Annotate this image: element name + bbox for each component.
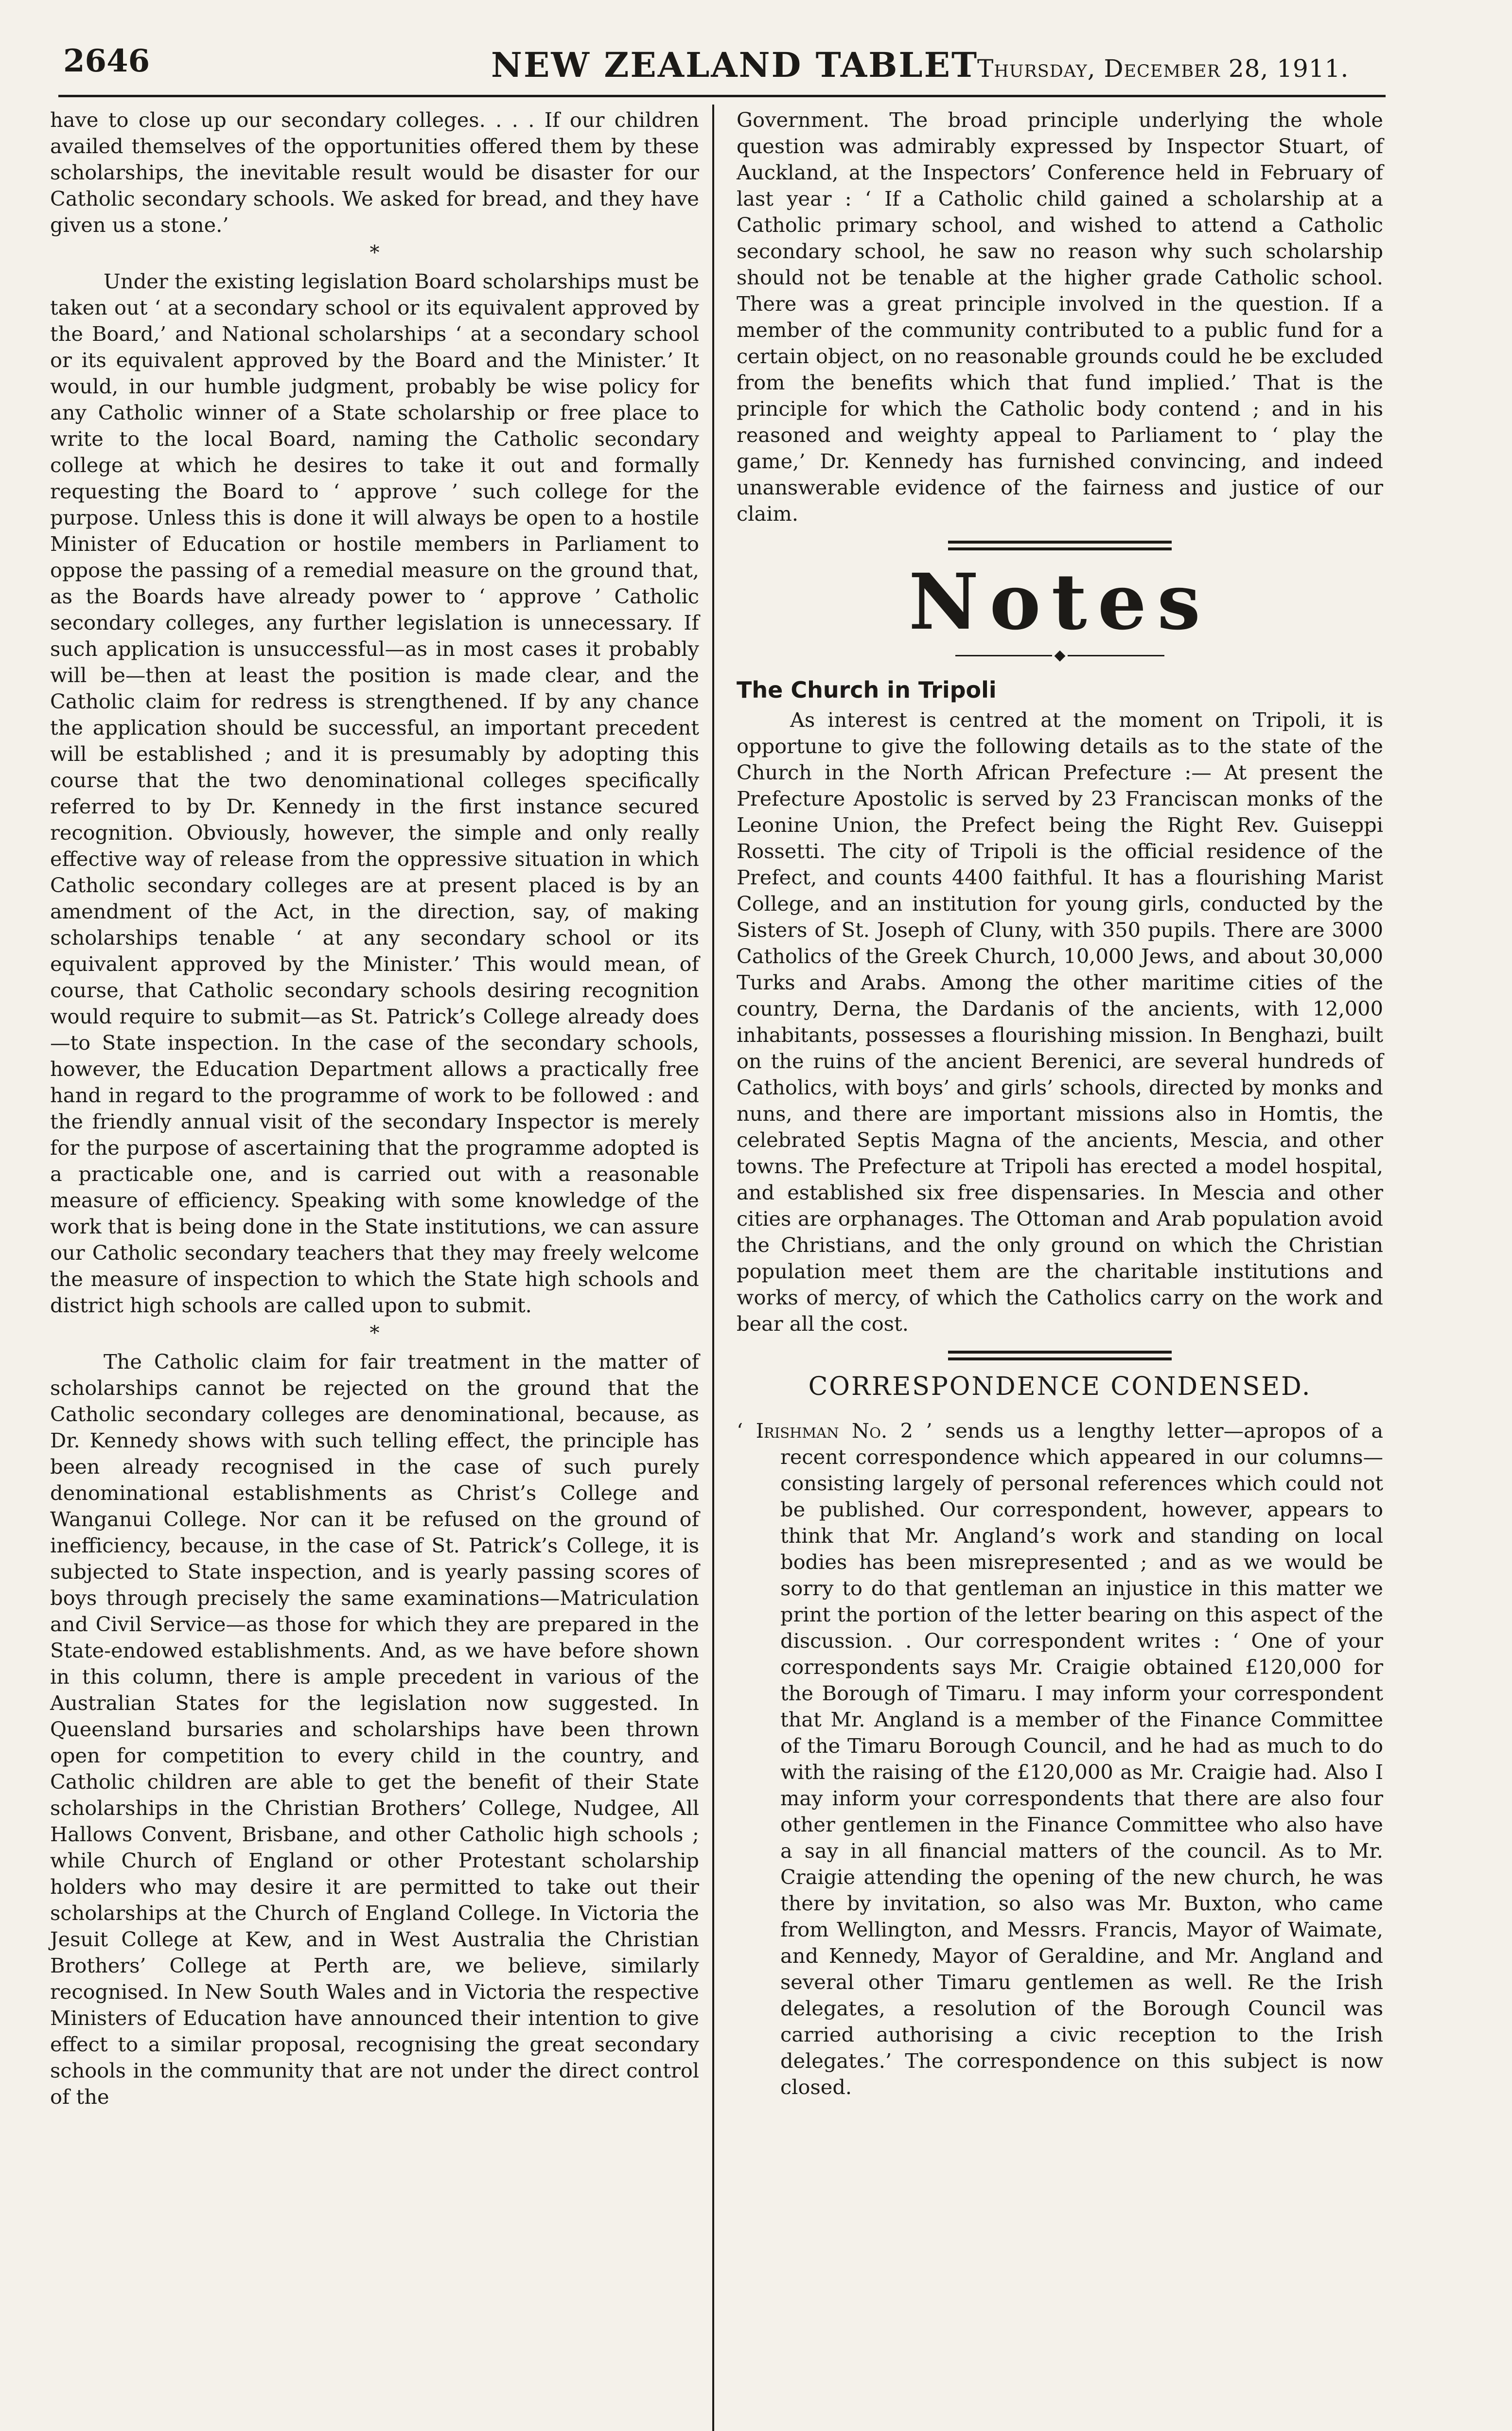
correspondence-heading: CORRESPONDENCE CONDENSED. [808, 1372, 1312, 1401]
correspondence-letter [737, 1418, 1383, 2100]
editorial-paragraph-2: Under the existing legislation Board scholarships must be taken out ‘ at a secondary school or its equivalent approved by the Board,’ and National scholarships ‘ at a secondary school or its equivalent approved by the Board and the Minister.’ It would, in our humble judgment, probably be wise policy for any Catholic winner of a State scholarship or free place to write to the local Board, naming the Catholic secondary college at which he desires to take it out and formally requesting the Board to ‘ approve ’ such college for the purpose. Unless this is done it will always be open to a hostile Minister of Education or hostile members in Parliament to oppose the passing of a remedial measure on the ground that, as the Boards have already power to ‘ approve ’ Catholic secondary colleges, any further legislation is unnecessary. If such application is unsuccessful—as in most cases it probably will be—then at least the position is made clear, and the Catholic claim for redress is strengthened. If by any chance the application should be successful, an important precedent will be established ; and it is presumably by adopting this course that the two denominational colleges specifically referred to by Dr. Kennedy in the first instance secured recognition. Obviously, however, the simple and only really effective way of release from the oppressive situation in which Catholic secondary colleges are at present placed is by an amendment of the Act, in the direction, say, of making scholarships tenable ‘ at any secondary school or its equivalent approved by the Minister.’ This would mean, of course, that Catholic secondary schools desiring recognition would require to submit—as St. Patrick’s College already does—to State inspection. In the case of the secondary schools, however, the Education Department allows a practically free hand in regard to the programme of work to be followed : and the friendly annual visit of the secondary Inspector is merely for the purpose of ascertaining that the programme adopted is a practicable one, and is carried out with a reasonable measure of efficiency. Speaking with some knowledge of the work that is being done in the State institutions, we can assure our Catholic secondary teachers that they may freely welcome the measure of inspection to which the State high schools and district high schools are called upon to submit. [50, 269, 699, 1317]
note-body-tripoli: As interest is centred at the moment on Tripoli, it is opportune to give the following details as to the state of the Church in the North African Prefecture :— At present the Prefecture Apostolic is served by 23 Franciscan monks of the Leonine Union, the Prefect being the Right Rev. Guiseppi Rossetti. The city of Tripoli is the official residence of the Prefect, and counts 4400 faithful. It has a flourishing Marist College, and an institution for young girls, conducted by the Sisters of St. Joseph of Cluny, with 350 pupils. There are 3000 Catholics of the Greek Church, 10,000 Jews, and about 30,000 Turks and Arabs. Among the other maritime cities of the country, Derna, the Dardanis of the ancients, with 12,000 inhabitants, possesses a flourishing mission. In Benghazi, built on the ruins of the ancient Berenici, are several hundreds of Catholics, with boys’ and girls’ schools, directed by monks and nuns, and there are important missions also in Homtis, the celebrated Septis Magna of the ancients, Mescia, and other towns. The Prefecture at Tripoli has erected a model hospital, and established six free dispensaries. In Mescia and other cities are orphanages. The Ottoman and Arab population avoid the Christians, and the only ground on which the Christian population meet them are the charitable institutions and works of mercy, of which the Catholics carry on the work and bear all the cost. [737, 708, 1383, 1336]
letter-signer: ‘ Irishman No. 2 ’ [737, 1419, 932, 1443]
heading-ornament [955, 646, 1164, 665]
editorial-continuation: Government. The broad principle underlying the whole question was admirably expressed by Inspector Stuart, of Auckland, at the Inspectors’ Conference held in February of last year : ‘ If a Catholic child gained a scholarship at a Catholic primary school, and wished to attend a Catholic secondary school, he saw no reason why such scholarship should not be tenable at the higher grade Catholic school. There was a great principle involved in the question. If a member of the community contributed to a public fund for a certain object, on no reasonable grounds could he be excluded from the benefits which that fund implied.’ That is the principle for which the Catholic body contend ; and in his reasoned and weighty appeal to Parliament to ‘ play the game,’ Dr. Kennedy has furnished convincing, and indeed unanswerable evidence of the fairness and justice of our claim. [737, 108, 1383, 526]
double-rule-2 [948, 1351, 1172, 1360]
section-star-2: * [369, 1322, 380, 1344]
section-star-1: * [369, 242, 380, 264]
left-column [50, 107, 699, 2110]
letter-body: sends us a lengthy letter—apropos of a recent correspondence which appeared in our columns—consisting largely of personal references which could not be published. Our correspondent, however, appears to think that Mr. Angland’s work and standing on local bodies has been misrepresented ; and as we would be sorry to do that gentleman an injustice in this matter we print the portion of the letter bearing on this aspect of the discussion. . Our correspondent writes : ‘ One of your correspondents says Mr. Craigie obtained £120,000 for the Borough of Timaru. I may inform your correspondent that Mr. Angland is a member of the Finance Committee of the Timaru Borough Council, and he had as much to do with the raising of the £120,000 as Mr. Craigie had. Also I may inform your correspondents that there are also four other gentlemen in the Finance Committee who also have a say in all financial matters of the council. As to Mr. Craigie attending the opening of the new church, he was there by invitation, so also was Mr. Buxton, who came from Wellington, and Messrs. Francis, Mayor of Waimate, and Kennedy, Mayor of Geraldine, and Mr. Angland and several other Timaru gentlemen as well. Re the Irish delegates, a resolution of the Borough Council was carried authorising a civic reception to the Irish delegates.’ The correspondence on this subject is now closed. [780, 1419, 1383, 2099]
editorial-paragraph-1: have to close up our secondary colleges. . . . If our children availed themselves of the opportunities offered them by these scholarships, the inevitable result would be disaster for our Catholic secondary schools. We asked for bread, and they have given us a stone.’ [50, 108, 699, 237]
diamond-icon: ◆ [1052, 648, 1068, 663]
header-rule [58, 95, 1386, 97]
right-column [737, 107, 1383, 2100]
issue-date: Thursday, December 28, 1911. [977, 54, 1349, 83]
note-title-tripoli: The Church in Tripoli [737, 677, 997, 703]
notes-heading: Notes [908, 557, 1212, 647]
double-rule-1 [948, 541, 1172, 550]
page-number: 2646 [63, 43, 150, 79]
paper-title: NEW ZEALAND TABLET [491, 45, 979, 85]
column-divider [712, 105, 714, 2431]
editorial-paragraph-3: The Catholic claim for fair treatment in the matter of scholarships cannot be rejected on the ground that the Catholic secondary colleges are denominational, because, as Dr. Kennedy shows with such telling effect, the principle has been already recognised in the case of such purely denominational establishments as Christ’s College and Wanganui College. Nor can it be refused on the ground of inefficiency, because, in the case of St. Patrick’s College, it is subjected to State inspection, and is yearly passing scores of boys through precisely the same examinations—Matriculation and Civil Service—as those for which they are prepared in the State-endowed establishments. And, as we have before shown in this column, there is ample precedent in various of the Australian States for the legislation now suggested. In Queensland bursaries and scholarships have been thrown open for competition to every child in the country, and Catholic children are able to get the benefit of their State scholarships in the Christian Brothers’ College, Nudgee, All Hallows Convent, Brisbane, and other Catholic high schools ; while Church of England or other Protestant scholarship holders who may desire it are permitted to take out their scholarships at the Church of England College. In Victoria the Jesuit College at Kew, and in West Australia the Christian Brothers’ College at Perth are, we believe, similarly recognised. In New South Wales and in Victoria the respective Ministers of Education have announced their intention to give effect to a similar proposal, recognising the great secondary schools in the community that are not under the direct control of the [50, 1350, 699, 2109]
masthead [0, 0, 1512, 100]
